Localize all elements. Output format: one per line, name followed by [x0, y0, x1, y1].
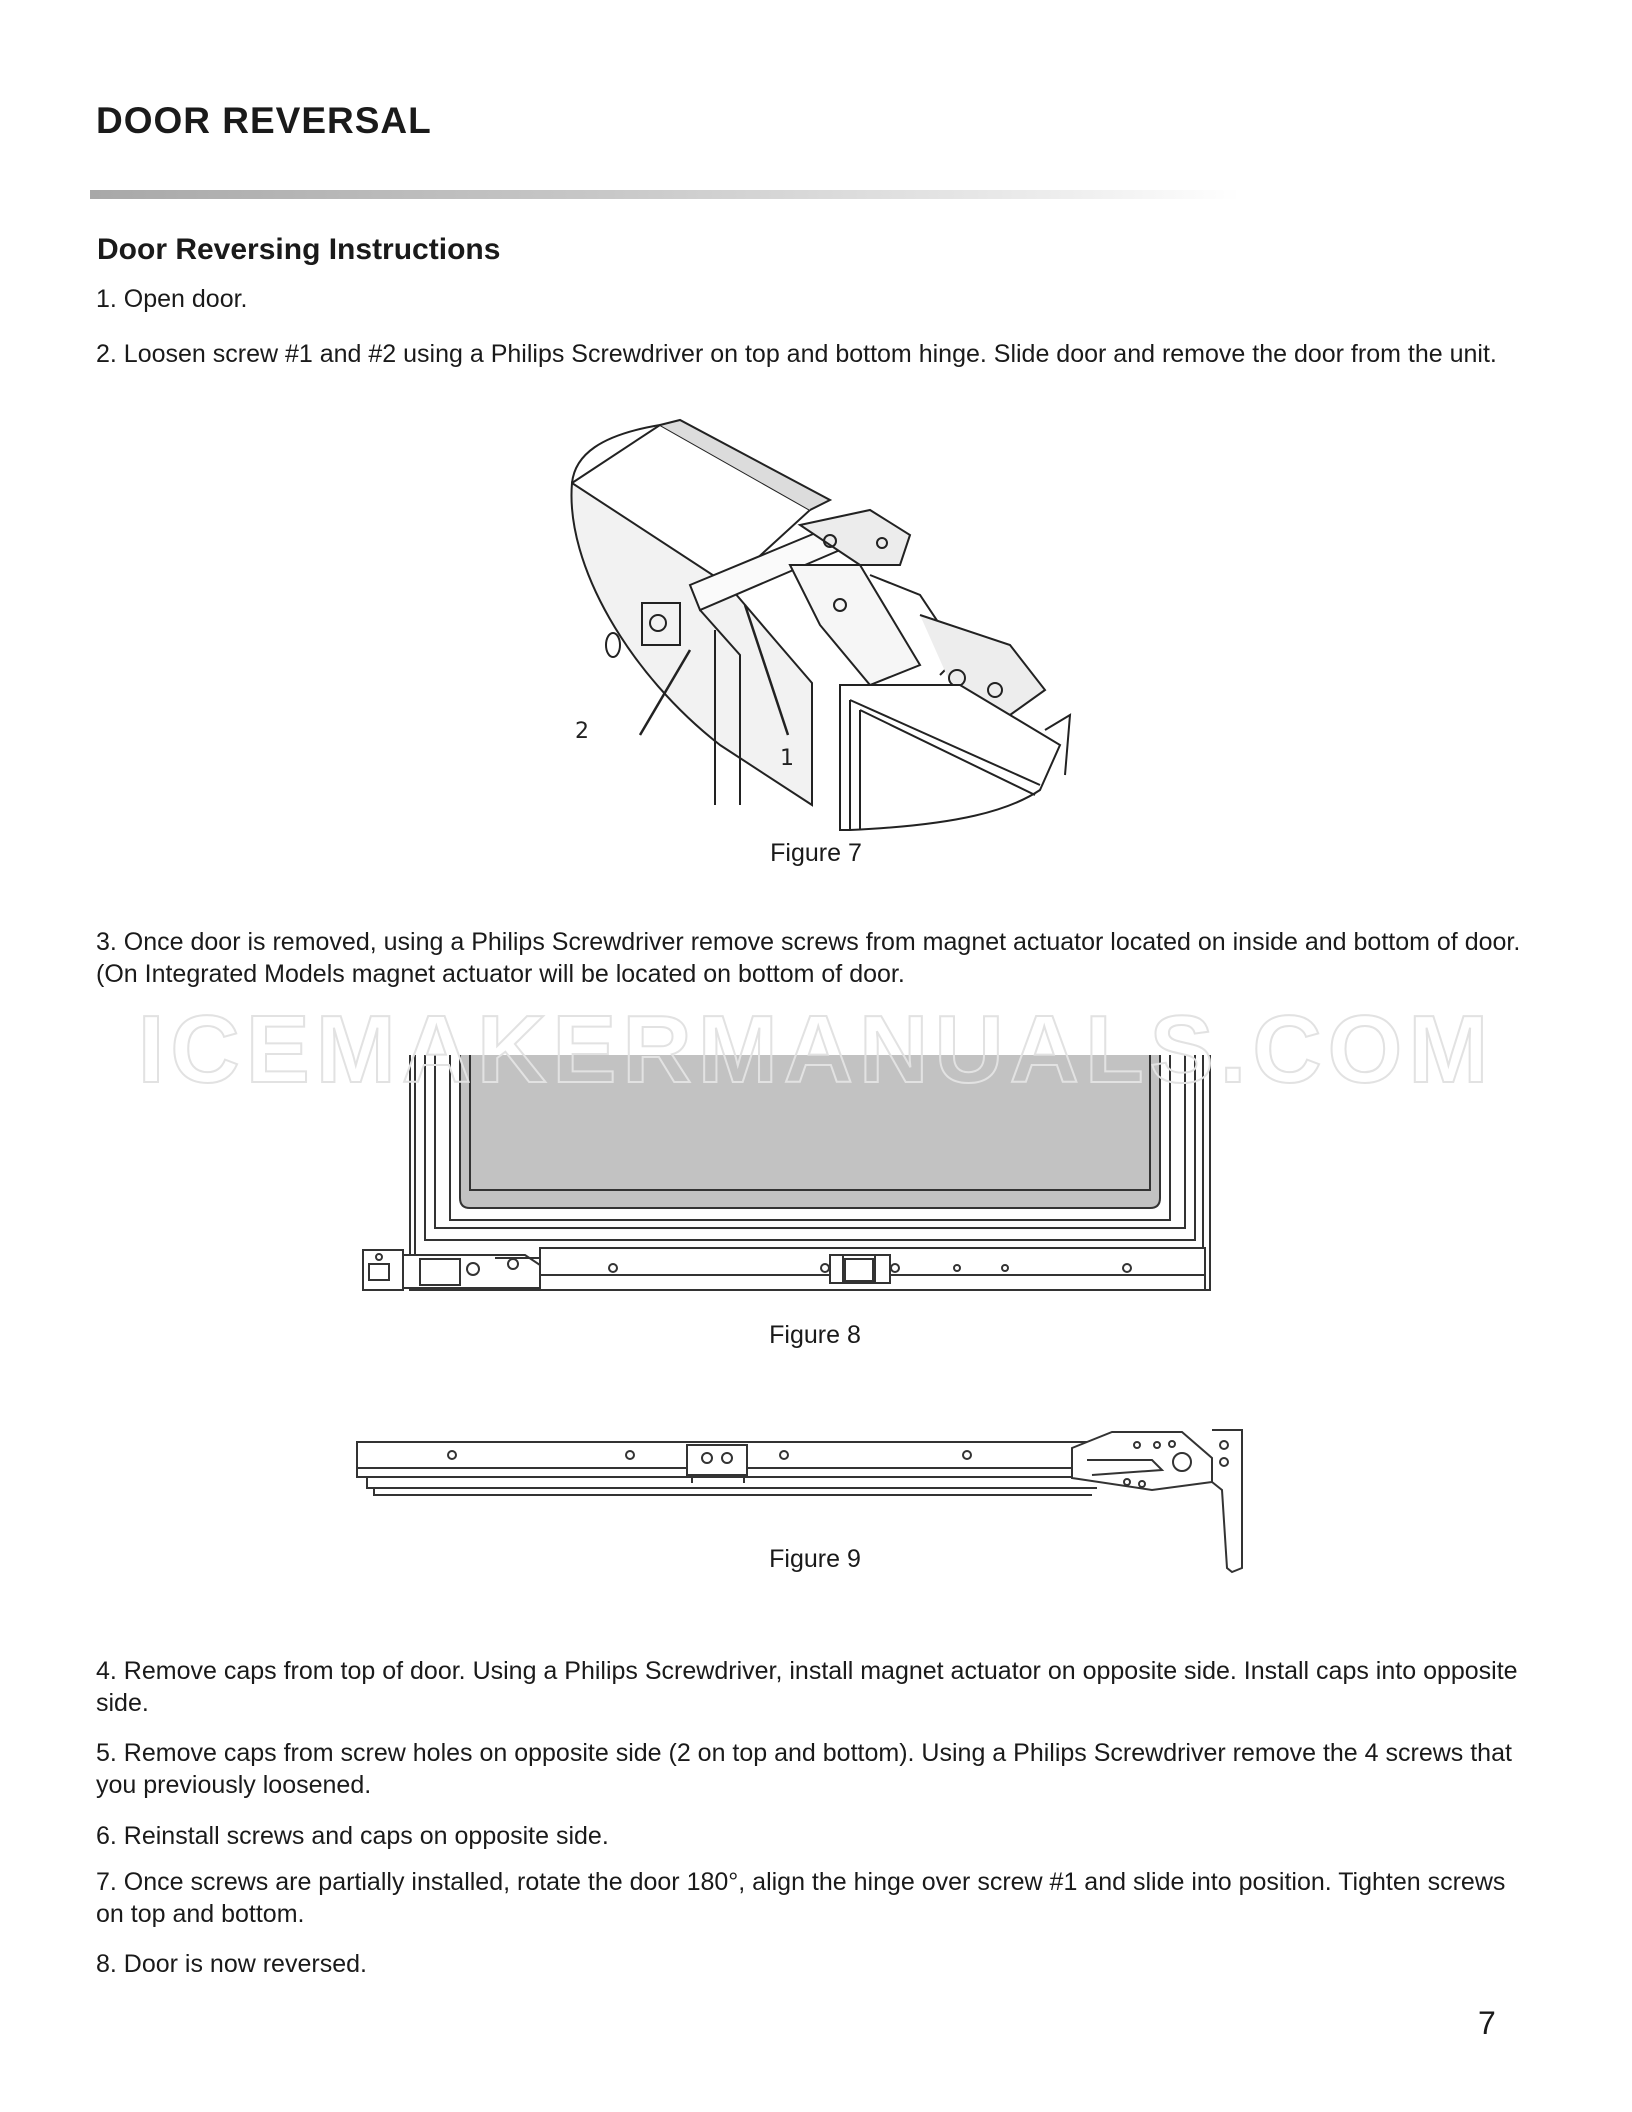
page-title: DOOR REVERSAL: [96, 100, 432, 141]
figure-7-caption: Figure 7: [770, 839, 862, 867]
page-number: 7: [1478, 2005, 1496, 2041]
figure-9-caption: Figure 9: [769, 1545, 861, 1573]
title-divider: [90, 190, 1240, 199]
step-1: 1. Open door.: [96, 285, 248, 313]
section-title: Door Reversing Instructions: [97, 233, 501, 266]
step-7: 7. Once screws are partially installed, rotate the door 180°, align the hinge over screw #1 and slide into position. Tighten screws on top and bottom.: [96, 1868, 1506, 1928]
step-4: 4. Remove caps from top of door. Using a Philips Screwdriver, install magnet actuator on opposite side. Install caps into opposite side.: [96, 1657, 1518, 1717]
figure-8-caption: Figure 8: [769, 1321, 861, 1349]
step-6: 6. Reinstall screws and caps on opposite side.: [96, 1822, 609, 1850]
step-3: 3. Once door is removed, using a Philips Screwdriver remove screws from magnet actuator located on inside and bottom of door. (On Integrated Models magnet actuator will be located on bottom of door.: [96, 928, 1521, 988]
screw-2-label: 2: [575, 719, 589, 744]
step-5: 5. Remove caps from screw holes on opposite side (2 on top and bottom). Using a Philips Screwdriver remove the 4 screws that you previously loosened.: [96, 1739, 1512, 1799]
watermark: ICEMAKERMANUALS.COM: [137, 996, 1495, 1103]
step-2: 2. Loosen screw #1 and #2 using a Philips Screwdriver on top and bottom hinge. Slide door and remove the door from the unit.: [96, 340, 1497, 368]
step-8: 8. Door is now reversed.: [96, 1950, 367, 1978]
figure-7-hinge-illustration: [540, 415, 1100, 835]
screw-1-label: 1: [780, 746, 794, 771]
